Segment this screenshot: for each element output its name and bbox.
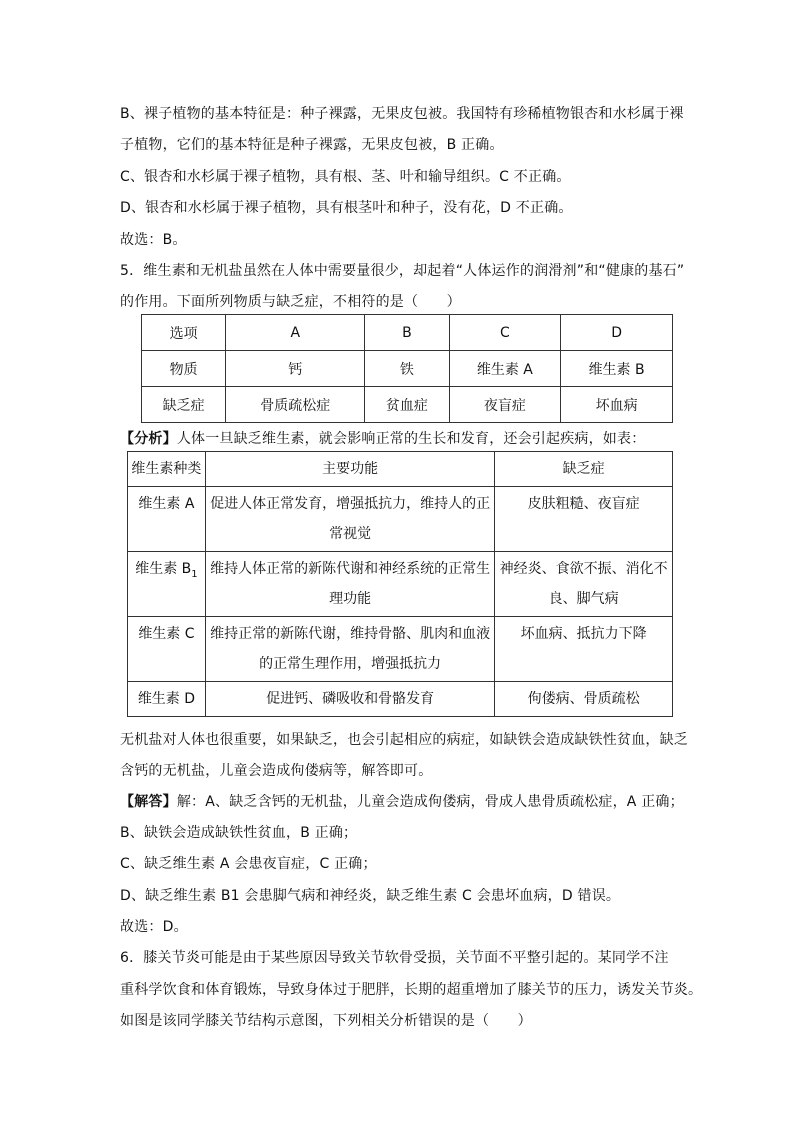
- table-cell: 铁: [365, 351, 449, 387]
- vitamin-function-cell: [205, 682, 494, 717]
- function-line: 常视觉: [329, 526, 372, 542]
- q5-solution-c: C、缺乏维生素 A 会患夜盲症，C 正确；: [120, 856, 377, 872]
- vitamin-name-cell: [128, 682, 206, 717]
- vitamin-name-cell: [128, 552, 206, 617]
- table-cell: 缺乏症: [142, 387, 226, 423]
- table-row: [128, 617, 673, 682]
- q5-analysis-line: [120, 428, 645, 448]
- q4-option-d-line: D、银杏和水杉属于裸子植物，具有根茎叶和种子，没有花，D 不正确。: [120, 200, 573, 216]
- q5-solution-a: [120, 791, 684, 811]
- vitamin-function-cell: [205, 617, 494, 682]
- table-cell: 骨质疏松症: [226, 387, 365, 423]
- q4-option-b-line-2: 子植物，它们的基本特征是种子裸露，无果皮包被，B 正确。: [120, 137, 504, 153]
- vitamin-deficiency-cell: [495, 552, 673, 617]
- table-cell: A: [226, 315, 365, 351]
- table-cell: C: [449, 315, 561, 351]
- vitamin-function-cell: [205, 487, 494, 552]
- solution-a-text: 解：A、缺乏含钙的无机盐，儿童会造成佝偻病，骨成人患骨质疏松症，A 正确；: [176, 794, 684, 810]
- q6-stem-line-1: 6．膝关节炎可能是由于某些原因导致关节软骨受损，关节面不平整引起的。某同学不注: [120, 950, 669, 966]
- table-row: [142, 351, 673, 387]
- deficiency-line: 皮肤粗糙、夜盲症: [527, 496, 640, 512]
- vitamin-name: 维生素 C: [138, 626, 195, 642]
- table-row: [128, 552, 673, 617]
- table-row: [128, 682, 673, 717]
- vitamin-deficiency-cell: [495, 487, 673, 552]
- table-cell: 维生素 A: [449, 351, 561, 387]
- deficiency-line: 佝偻病、骨质疏松: [527, 691, 640, 707]
- table-cell: 夜盲症: [449, 387, 561, 423]
- table-cell: B: [365, 315, 449, 351]
- q5-solution-d: D、缺乏维生素 B1 会患脚气病和神经炎，缺乏维生素 C 会患坏血病，D 错误。: [120, 888, 621, 904]
- vitamin-name: 维生素 D: [137, 691, 196, 707]
- function-line: 促进人体正常发育，增强抵抗力，维持人的正: [210, 496, 491, 512]
- vitamin-name: 维生素 A: [138, 496, 195, 512]
- vitamin-name-cell: [128, 487, 206, 552]
- table-cell: 物质: [142, 351, 226, 387]
- q4-answer: 故选：B。: [120, 232, 187, 248]
- table-row: [142, 315, 673, 351]
- q4-option-b-line-1: B、裸子植物的基本特征是：种子裸露，无果皮包被。我国特有珍稀植物银杏和水杉属于裸: [120, 106, 684, 122]
- table-header-row: [128, 452, 673, 487]
- q5-stem-line-1: 5．维生素和无机盐虽然在人体中需要量很少，却起着“人体运作的润滑剂”和“健康的基石”: [120, 263, 685, 279]
- vitamin-function-cell: [205, 552, 494, 617]
- function-line: 促进钙、磷吸收和骨骼发育: [266, 691, 435, 707]
- q5-solution-b: B、缺铁会造成缺铁性贫血，B 正确；: [120, 825, 358, 841]
- function-line: 理功能: [329, 591, 372, 607]
- table-header-cell: 维生素种类: [128, 452, 206, 487]
- deficiency-line: 神经炎、食欲不振、消化不: [499, 561, 668, 577]
- q5-stem-line-2: 的作用。下面所列物质与缺乏症，不相符的是（ ）: [120, 294, 461, 310]
- function-line: 维持人体正常的新陈代谢和神经系统的正常生: [210, 561, 491, 577]
- subscript: 1: [191, 568, 198, 580]
- table-cell: 贫血症: [365, 387, 449, 423]
- q6-stem-line-3: 如图是该同学膝关节结构示意图，下列相关分析错误的是（ ）: [120, 1013, 532, 1029]
- table-row: [128, 487, 673, 552]
- q5-answer: 故选：D。: [120, 919, 188, 935]
- deficiency-line: 坏血病、抵抗力下降: [520, 626, 647, 642]
- deficiency-line: 良、脚气病: [548, 591, 619, 607]
- table-cell: D: [561, 315, 673, 351]
- vitamin-name-cell: [128, 617, 206, 682]
- vitamin-name: 维生素 B: [135, 561, 192, 577]
- q4-option-c-line: C、银杏和水杉属于裸子植物，具有根、茎、叶和输导组织。C 不正确。: [120, 169, 571, 185]
- table-row: [142, 387, 673, 423]
- function-line: 的正常生理作用，增强抵抗力: [259, 656, 442, 672]
- table-cell: 钙: [226, 351, 365, 387]
- table-cell: 维生素 B: [561, 351, 673, 387]
- vitamin-table: [127, 451, 673, 717]
- function-line: 维持正常的新陈代谢，维持骨骼、肌肉和血液: [210, 626, 491, 642]
- analysis-tag: 【分析】: [120, 431, 177, 447]
- table-header-cell: 主要功能: [205, 452, 494, 487]
- analysis-text: 人体一旦缺乏维生素，就会影响正常的生长和发育，还会引起疾病，如表：: [176, 431, 646, 447]
- q5-options-table: [141, 314, 673, 423]
- vitamin-deficiency-cell: [495, 682, 673, 717]
- q5-after-line-2: 含钙的无机盐，儿童会造成佝偻病等，解答即可。: [120, 763, 433, 779]
- table-cell: 坏血病: [561, 387, 673, 423]
- q6-stem-line-2: 重科学饮食和体育锻炼，导致身体过于肥胖，长期的超重增加了膝关节的压力，诱发关节炎。: [120, 982, 703, 998]
- q5-after-line-1: 无机盐对人体也很重要，如果缺乏，也会引起相应的病症，如缺铁会造成缺铁性贫血，缺乏: [120, 732, 688, 748]
- vitamin-deficiency-cell: [495, 617, 673, 682]
- table-header-cell: 缺乏症: [495, 452, 673, 487]
- solution-tag: 【解答】: [120, 794, 177, 810]
- table-cell: 选项: [142, 315, 226, 351]
